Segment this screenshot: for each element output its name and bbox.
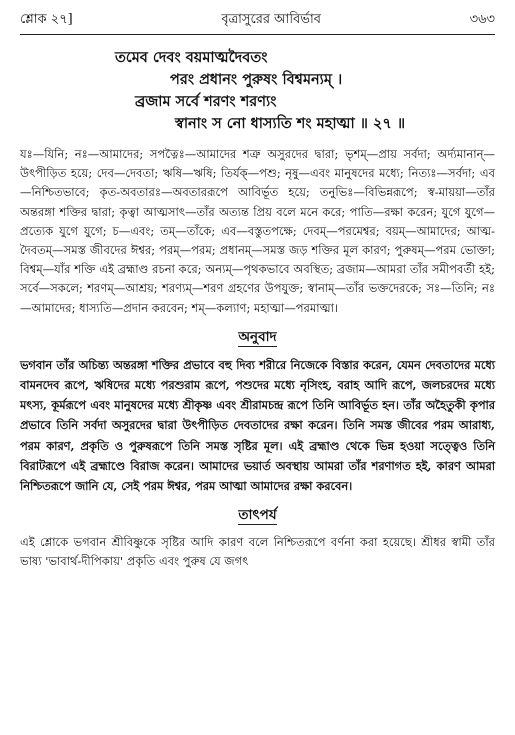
verse-line-1: তমেব দেবং বয়মাত্মদৈবতং: [115, 49, 268, 66]
verse-line-4: স্বানাং স নো ধাস্যতি শং মহাত্মা ॥ ২৭ ॥: [175, 115, 406, 132]
header-chapter-title: বৃত্রাসুরের আবির্ভাব: [221, 12, 321, 27]
book-page: [20, 10, 495, 571]
translation-title: অনুবাদ: [238, 328, 277, 345]
verse-line-3: ব্রজাম সর্বে শরণং শরণ্যং: [135, 93, 277, 110]
purport-text: এই শ্লোকে ভগবান শ্রীবিষ্ণুকে সৃষ্টির আদি কারণ বলে নিশ্চিতরূপে বর্ণনা করা হয়েছে। শ্রীধর স্বামী তাঁর ভাষ্য 'ভাবার্থ-দীপিকায়' প্রকৃতি এবং পুরুষ যে জগৎ: [20, 535, 495, 569]
sanskrit-verse: [20, 47, 495, 135]
verse-line-2: পরং প্রধানং পুরুষং বিশ্বমন্যম্ ।: [170, 71, 343, 88]
purport-title: তাৎপর্য: [238, 507, 277, 524]
translation-text: ভগবান তাঁর অচিন্ত্য অন্তরঙ্গা শক্তির প্রভাবে বহু দিব্য শরীরে নিজেকে বিস্তার করেন, যেমন দেবতাদের মধ্যে বামনদেব রূপে, ঋষিদের মধ্যে পরশুরাম রূপে, পশুদের মধ্যে নৃসিংহ, বরাহ আদি রূপে, জলচরদের মধ্যে মৎস্য, কূর্মরূপে এবং মানুষদের মধ্যে শ্রীকৃষ্ণ এবং শ্রীরামচন্দ্র রূপে তিনি আবির্ভূত হন। তাঁর অহৈতুকী কৃপার প্রভাবে তিনি সর্বদা অসুরদের দ্বারা উৎপীড়িত দেবতাদের রক্ষা করেন। তিনি সমস্ত জীবের পরম আরাধ্য, পরম কারণ, প্রকৃতি ও পুরুষরূপে তিনি সমস্ত সৃষ্টির মূল। এই ব্রহ্মাণ্ড থেকে ভিন্ন হওয়া সত্ত্বেও তিনি বিরাটরূপে এই ব্রহ্মাণ্ডে বিরাজ করেন। আমাদের ভয়ার্ত অবস্থায় আমরা তাঁর শরণাগত হই, কারণ আমরা নিশ্চিতরূপে জানি যে, সেই পরম ঈশ্বর, পরম আত্মা আমাদের রক্ষা করবেন।: [20, 357, 495, 494]
word-meanings: যঃ—যিনি; নঃ—আমাদের; সপত্নৈঃ—আমাদের শত্রু অসুরদের দ্বারা; ভৃশম্—প্রায় সর্বদা; অর্দ্যমানান্—উৎপীড়িত হয়ে; দেব—দেবতা; ঋষি—ঋষি; তির্যক্—পশু; নৃষু—এবং মানুষদের মধ্যে; নিত্যঃ—সর্বদা; এব—নিশ্চিতভাবে; কৃত-অবতারঃ—অবতাররূপে আবির্ভূত হয়ে; তনুভিঃ—বিভিন্নরূপে; স্ব-মায়য়া—তাঁর অন্তরঙ্গা শক্তির দ্বারা; কৃত্বা আত্মসাৎ—তাঁর অত্যন্ত প্রিয় বলে মনে করে; পাতি—রক্ষা করেন; যুগে যুগে—প্রত্যেক যুগে যুগে; চ—এবং; তম্—তাঁকে; এব—বস্তুতপক্ষে; দেবম্—পরমেশ্বর; বয়ম্—আমাদের; আত্ম-দৈবতম্—সমস্ত জীবদের ঈশ্বর; পরম্—পরম; প্রধানম্—সমস্ত জড় শক্তির মূল কারণ; পুরুষম্—পরম ভোক্তা; বিশ্বম্—যাঁর শক্তি এই ব্রহ্মাণ্ড রচনা করে; অন্যম্—পৃথকভাবে অবস্থিত; ব্রজাম—আমরা তাঁর সমীপবর্তী হই; সর্বে—সকলে; শরণম্—আশ্রয়; শরণ্যম্—শরণ গ্রহণের উপযুক্ত; স্বানাম্—তাঁর ভক্তদেরকে; সঃ—তিনি; নঃ—আমাদের; ধাস্যতি—প্রদান করবেন; শম্—কল্যাণ; মহাত্মা—পরমাত্মা।: [20, 147, 495, 315]
page-header: [20, 10, 495, 32]
purport-heading: [20, 504, 495, 527]
translation-heading: [20, 326, 495, 349]
header-page-number: ৩৬৩: [469, 12, 495, 27]
header-verse-ref: শ্লোক ২৭]: [20, 12, 73, 27]
header-rule: [20, 34, 495, 35]
